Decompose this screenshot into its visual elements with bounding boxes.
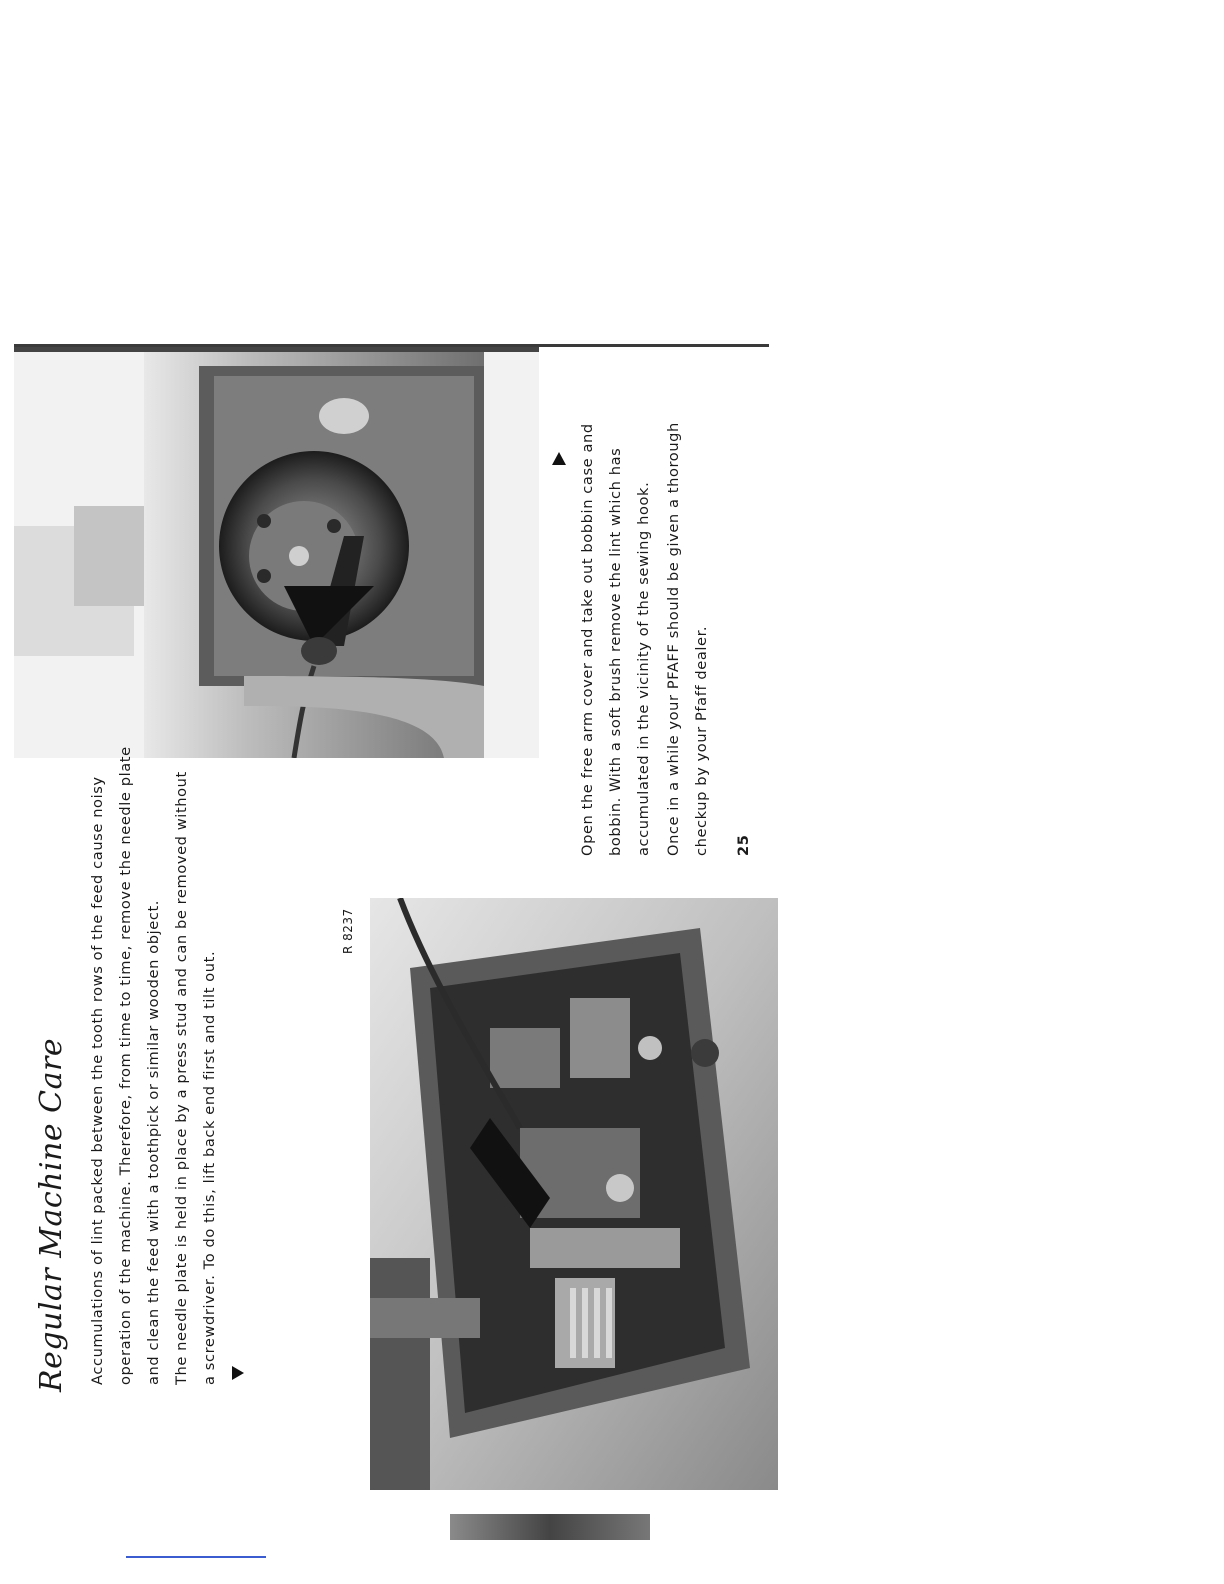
needle-plate-paragraph (168, 771, 224, 1385)
bottom-left-rule (126, 1556, 266, 1558)
intro-line: and clean the feed with a toothpick or similar wooden object. (145, 899, 162, 1385)
needle-plate-line: a screwdriver. To do this, lift back end first and tilt out. (201, 950, 218, 1385)
intro-line: Accumulations of lint packed between the tooth rows of the feed cause noisy (89, 776, 106, 1385)
needle-plate-line: The needle plate is held in place by a press stud and can be removed without (173, 771, 190, 1385)
hook-line: accumulated in the vicinity of the sewing hook. (635, 481, 652, 856)
hook-line: Open the free arm cover and take out bobbin case and (579, 423, 596, 856)
checkup-paragraph (660, 422, 716, 856)
page-title: Regular Machine Care (34, 1037, 69, 1392)
page-number: 25 (735, 834, 752, 856)
needle-plate-feed-photo (370, 898, 778, 1490)
scan-edge-strip (450, 1514, 650, 1540)
pointer-triangle-icon (232, 1366, 244, 1380)
sewing-hook-photo (14, 346, 539, 758)
checkup-line: Once in a while your PFAFF should be given a thorough (665, 422, 682, 856)
figure-reference: R 8237 (341, 908, 355, 954)
intro-paragraph (84, 746, 168, 1385)
checkup-line: checkup by your Pfaff dealer. (693, 625, 710, 856)
hook-line: bobbin. With a soft brush remove the lint which has (607, 447, 624, 856)
top-rule (14, 344, 769, 347)
hook-paragraph (574, 423, 658, 856)
intro-line: operation of the machine. Therefore, from time to time, remove the needle plate (117, 746, 134, 1385)
pointer-triangle-icon (552, 452, 566, 465)
